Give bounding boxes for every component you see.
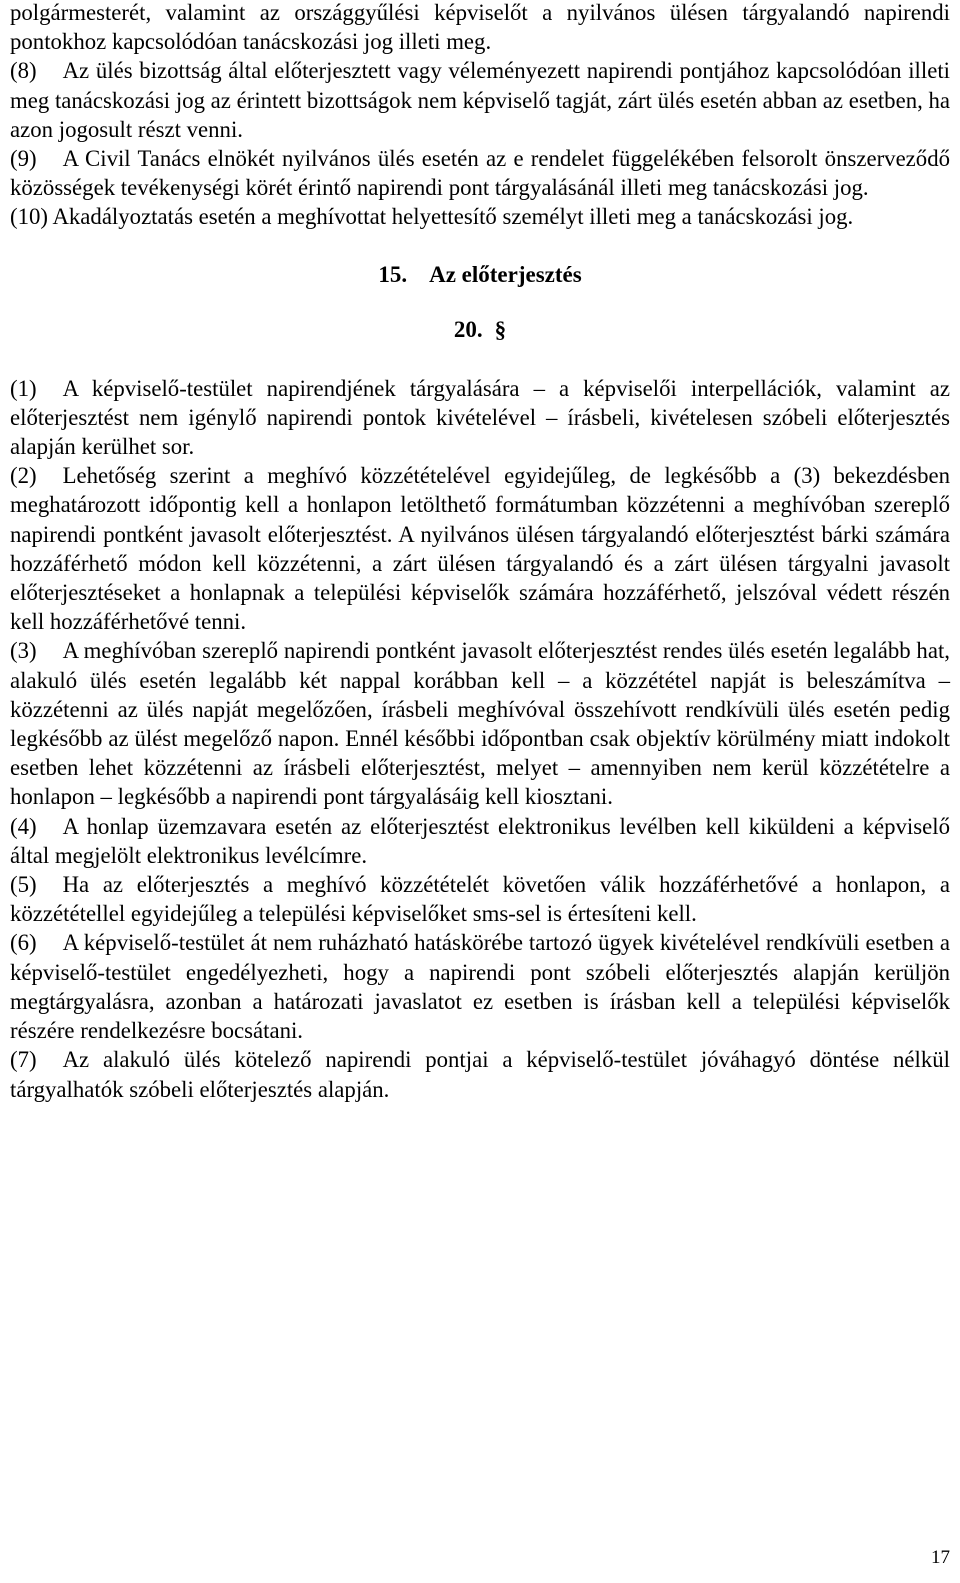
paragraph-number: (10) — [10, 204, 48, 230]
section-heading — [10, 260, 950, 289]
paragraph-2 — [10, 461, 950, 636]
paragraph-9 — [10, 144, 950, 202]
paragraph-6 — [10, 928, 950, 1045]
section-sign-symbol: § — [494, 316, 507, 342]
paragraph-sign-number: 20. — [453, 316, 483, 342]
paragraph-number: (6) — [10, 930, 37, 956]
paragraph-number: (1) — [10, 375, 37, 401]
paragraph-continuation — [10, 0, 950, 56]
paragraph-number: (8) — [10, 58, 37, 84]
paragraph-sign-heading — [10, 315, 950, 344]
paragraph-text: A képviselő-testület napirendjének tárgyalására – a képviselői interpellációk, valamint az előterjesztést nem igénylő napirendi pontok kivételével – írásbeli, kivételesen szóbeli előterjesztés alapján kerülhet sor. — [10, 375, 950, 460]
paragraph-text: Lehetőség szerint a meghívó közzétételével egyidejűleg, de legkésőbb a (3) bekezdésben meghatározott időpontig kell a honlapon letölthető formátumban közzétenni a meghívóban szereplő napirendi pontként javasolt előterjesztést. A nyilvános ülésen tárgyalandó előterjesztést bárki számára hozzáférhető módon kell közzétenni, a zárt ülésen tárgyalandó és a zárt ülésen tárgyalni javasolt előterjesztéseket a honlapnak a települési képviselők számára hozzáférhető, jelszóval védett részén kell hozzáférhetővé tenni. — [10, 463, 950, 635]
paragraph-text: Az alakuló ülés kötelező napirendi pontjai a képviselő-testület jóváhagyó döntése nélkül tárgyalhatók szóbeli előterjesztés alapján. — [10, 1047, 950, 1102]
paragraph-4 — [10, 812, 950, 870]
paragraph-number: (3) — [10, 638, 37, 664]
paragraph-text: Az ülés bizottság által előterjesztett vagy véleményezett napirendi pontjához kapcsolódóan illeti meg tanácskozási jog az érintett bizottságok nem képviselő tagját, zárt ülés esetén abban az esetben, ha azon jogosult részt venni. — [10, 58, 951, 142]
paragraph-text: polgármesterét, valamint az országgyűlési képviselőt a nyilvános ülésen tárgyalandó napirendi pontokhoz kapcsolódóan tanácskozási jog illeti meg. — [10, 0, 950, 55]
paragraph-text: Ha az előterjesztés a meghívó közzétételét követően válik hozzáférhetővé a honlapon, a közzététellel egyidejűleg a települési képviselőket sms-sel is értesíteni kell. — [10, 872, 950, 927]
page-number: 17 — [931, 1547, 950, 1568]
paragraph-3 — [10, 636, 950, 811]
paragraph-text: A képviselő-testület át nem ruházható hatáskörébe tartozó ügyek kivételével rendkívüli esetben a képviselő-testület engedélyezheti, hogy a napirendi pont szóbeli előterjesztés alapján kerüljön megtárgyalásra, azonban a határozati javaslatot ez esetben is írásban kell a települési képviselők részére rendelkezésre bocsátani. — [10, 930, 950, 1044]
paragraph-text: Akadályoztatás esetén a meghívottat helyettesítő személyt illeti meg a tanácskozási jog. — [52, 204, 854, 230]
paragraph-number: (2) — [10, 463, 37, 489]
paragraph-number: (5) — [10, 872, 37, 898]
paragraph-7 — [10, 1045, 950, 1103]
paragraph-8 — [10, 56, 950, 144]
paragraph-text: A meghívóban szereplő napirendi pontként javasolt előterjesztést rendes ülés esetén legalább hat, alakuló ülés esetén legalább két nappal korábban kell – a közzététel napját is beleszámítva – közzétenni az ülés napját megelőzően, írásbeli meghívóval összehívott rendkívüli ülés esetén pedig legkésőbb az ülést megelőző napon. Ennél későbbi időpontban csak objektív körülmény miatt indokolt esetben lehet közzétenni az írásbeli előterjesztést, melyet – amennyiben nem kerül közzétételre a honlapon – legkésőbb a napirendi pont tárgyalásáig kell kiosztani. — [10, 638, 950, 810]
paragraph-number: (4) — [10, 813, 37, 839]
paragraph-text: A Civil Tanács elnökét nyilvános ülés esetén az e rendelet függelékében felsorolt önszerveződő közösségek tevékenységi körét érintő napirendi pont tárgyalásánál illeti meg tanácskozási jog. — [10, 146, 950, 201]
paragraph-text: A honlap üzemzavara esetén az előterjesztést elektronikus levélben kell kiküldeni a képviselő által megjelölt elektronikus levélcímre. — [10, 813, 950, 868]
paragraph-number: (7) — [10, 1047, 37, 1073]
paragraph-1 — [10, 374, 950, 462]
paragraph-10 — [10, 202, 950, 231]
paragraph-number: (9) — [10, 146, 37, 172]
section-number: 15. — [378, 261, 408, 287]
paragraph-5 — [10, 870, 950, 928]
section-title: Az előterjesztés — [429, 261, 582, 287]
document-page — [10, 0, 950, 1583]
